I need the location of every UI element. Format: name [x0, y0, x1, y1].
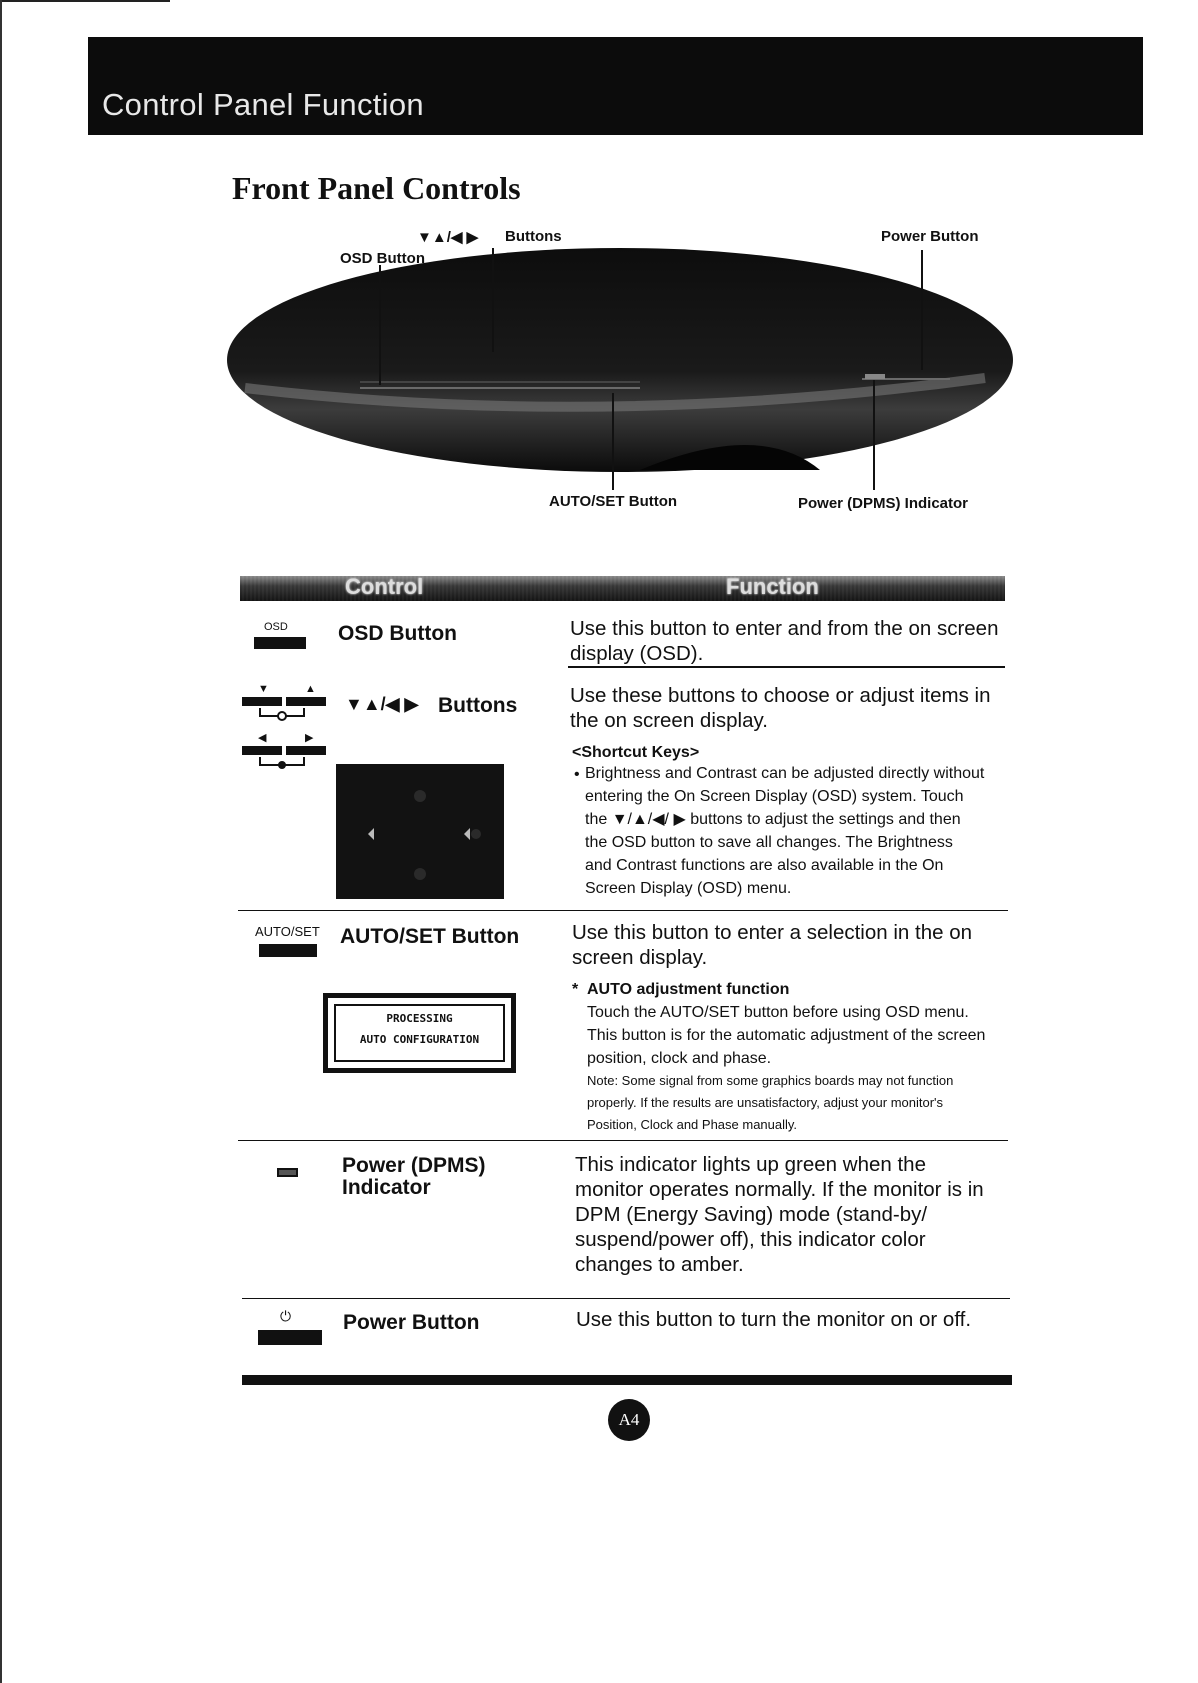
autoset-icon-label: AUTO/SET	[255, 924, 320, 939]
row-divider	[568, 666, 1005, 668]
power-led-icon	[277, 1168, 298, 1177]
down-arrow-glyph: ▼	[258, 683, 269, 695]
autoset-control-name: AUTO/SET Button	[340, 925, 520, 948]
shortcut-line: the ▼/▲/◀/ ▶ buttons to adjust the settings and then	[585, 811, 961, 828]
function-line: DPM (Energy Saving) mode (stand-by/	[575, 1203, 928, 1226]
footer-bar	[242, 1375, 1012, 1385]
note-line: Position, Clock and Phase manually.	[587, 1117, 798, 1132]
shortcut-text	[585, 762, 1015, 900]
arrows-control-glyph: ▼▲/◀ ▶	[345, 694, 419, 714]
power-button-function-text: Use this button to turn the monitor on or off.	[576, 1308, 972, 1331]
brightness-contrast-screenshot	[336, 764, 504, 899]
page-title: Control Panel Function	[102, 87, 424, 122]
row-divider	[242, 1298, 1010, 1299]
asterisk: *	[572, 981, 579, 998]
power-indicator-line1: Power (DPMS)	[342, 1154, 486, 1177]
shortcut-line: entering the On Screen Display (OSD) system. Touch	[585, 788, 964, 805]
header-function: Function	[726, 574, 819, 599]
function-line: monitor operates normally. If the monitor is in	[575, 1178, 984, 1201]
autoset-figure-label: AUTO/SET Button	[549, 493, 678, 510]
shortcut-keys-title: <Shortcut Keys>	[572, 744, 700, 761]
section-title: Front Panel Controls	[232, 170, 521, 206]
auto-adjustment-text	[587, 1001, 1017, 1070]
shortcut-line: the OSD button to save all changes. The Brightness	[585, 834, 953, 851]
page-number: A4	[608, 1399, 650, 1441]
shortcut-line: Brightness and Contrast can be adjusted directly without	[585, 765, 985, 782]
function-line: suspend/power off), this indicator color	[575, 1228, 926, 1251]
autoset-button-icon	[259, 944, 317, 957]
note-line: Note: Some signal from some graphics boards may not function	[587, 1073, 954, 1088]
auto-line: This button is for the automatic adjustment of the screen	[587, 1027, 986, 1044]
shortcut-line: Screen Display (OSD) menu.	[585, 880, 792, 897]
auto-line: Touch the AUTO/SET button before using OSD menu.	[587, 1004, 969, 1021]
shortcut-line: and Contrast functions are also available in the On	[585, 857, 944, 874]
monitor-bezel	[227, 248, 1013, 472]
power-indicator-control-name	[342, 1155, 486, 1199]
right-arrow-glyph: ▶	[305, 732, 314, 744]
shortcut-bullet: •	[574, 766, 580, 783]
arrows-control-name: Buttons	[438, 694, 518, 717]
arrows-function-text: Use these buttons to choose or adjust items in the on screen display.	[570, 684, 991, 732]
power-indicator-figure-label: Power (DPMS) Indicator	[798, 495, 969, 512]
left-arrow-glyph: ◀	[258, 732, 267, 744]
processing-line1: PROCESSING	[386, 1012, 453, 1025]
header-control: Control	[345, 574, 424, 599]
osd-button-icon	[254, 637, 306, 649]
osd-icon-label: OSD	[264, 621, 288, 633]
power-button-figure-label: Power Button	[881, 228, 979, 245]
row-divider	[238, 1140, 1008, 1141]
auto-line: position, clock and phase.	[587, 1050, 772, 1067]
processing-line2: AUTO CONFIGURATION	[359, 1033, 480, 1046]
autoset-note	[587, 1070, 1017, 1136]
up-arrow-glyph: ▲	[305, 683, 316, 695]
power-button-control-name: Power Button	[343, 1311, 480, 1334]
power-button-icon	[258, 1330, 322, 1345]
arrow-buttons-icon	[238, 682, 334, 782]
front-panel-figure	[0, 0, 1198, 520]
power-indicator-function-text	[575, 1152, 1015, 1277]
power-indicator-line2: Indicator	[342, 1176, 431, 1199]
osd-function-text: Use this button to enter and from the on screen display (OSD).	[570, 617, 999, 665]
osd-figure-label: OSD Button	[340, 250, 425, 267]
note-line: properly. If the results are unsatisfactory, adjust your monitor's	[587, 1095, 944, 1110]
power-led	[865, 374, 885, 379]
buttons-figure-label: Buttons	[505, 228, 562, 245]
autoset-function-text: Use this button to enter a selection in the on screen display.	[572, 921, 973, 969]
processing-osd-box	[323, 993, 516, 1073]
osd-control-name: OSD Button	[338, 622, 457, 645]
function-line: changes to amber.	[575, 1253, 744, 1276]
power-icon: ⏻	[280, 1308, 292, 1324]
auto-adjustment-title: AUTO adjustment function	[587, 981, 790, 998]
function-line: This indicator lights up green when the	[575, 1153, 926, 1176]
arrows-glyph-label: ▼▲/◀ ▶	[417, 229, 479, 246]
row-divider	[238, 910, 1008, 911]
